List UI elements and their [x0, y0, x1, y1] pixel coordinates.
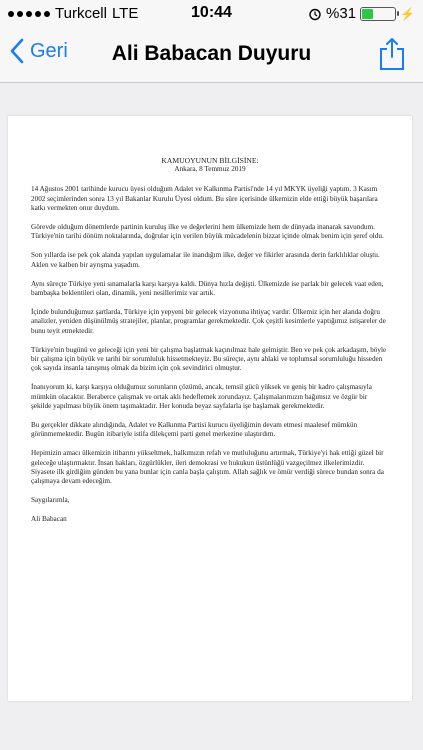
paragraph: Hepimizin amacı ülkemizin itibarını yükseltmek, halkımızın refah ve mutluluğunu artırmak, Türkiye'yi hak ettiği güzel bir geleceğe ulaştırmaktır. İnsan hakları, özgürlükler, ileri demokrasi ve hukukun üstünlüğü vazgeçilmez ilkelerimizdir. Siyasete ilk girdiğim günden bu yana bunlar için canla başla çalıştım. Allah sağlık ve ömür verdiği sürece bundan sonra da çalışmaya devam edeceğim. — [31, 449, 384, 486]
battery-fill — [362, 9, 373, 19]
document-heading: KAMUOYUNUN BİLGİSİNE: — [161, 156, 259, 165]
carrier-name: Turkcell — [55, 5, 107, 22]
battery-percent: %31 — [326, 5, 357, 22]
paragraph: Görevde olduğum dönemlerde partinin kuruluş ilke ve değerlerini hem ülkemizde hem de dünyada inanarak savundum. Türkiye'nin tarihi dönüm noktalarında, doğrular için verilen büyük mücadelenin bizzat içinde olmak benim için şeref oldu. — [31, 223, 384, 241]
paragraph: Bu gerçekler dikkate alındığında, Adalet ve Kalkınma Partisi kurucu üyeliğimin devam etmesi maalesef mümkün görünmemektedir. Bugün itibariyle istifa dilekçemi parti genel merkezine ulaştırdım. — [31, 421, 358, 439]
signature: Ali Babacan — [31, 515, 67, 524]
document-page — [8, 116, 412, 701]
battery-icon — [360, 7, 396, 21]
paragraph: 14 Ağustos 2001 tarihinde kurucu üyesi olduğum Adalet ve Kalkınma Partisi'nde 14 yıl MKYK üyeliği yaptım. 3 Kasım 2002 seçimlerinden sonra 13 yıl Bakanlar Kurulu Üyesi oldum. Bu süre içerisinde ülkemizin elde ettiği büyük başarılara katkı vermekten onur duydum. — [31, 185, 378, 212]
alarm-icon — [308, 7, 322, 21]
status-right — [308, 5, 415, 22]
paragraph: Son yıllarda ise pek çok alanda yapılan uygulamalar ile inandığım ilke, değer ve fikirler arasında derin farklılıklar oluştu. Aklen ve kalben bir ayrışma yaşadım. — [31, 251, 380, 269]
paragraph: İnanıyorum ki, karşı karşıya olduğumuz sorunların çözümü, ancak, temsil gücü yüksek ve geniş bir kadro çalışmasıyla mümkün olacaktır. Beraberce çalışmak ve ortak aklı hedeflemek zorundayız. Çalışmalarımızın bağımsız ve özgür bir şekilde yapılması büyük önem taşımaktadır. Her konuda beyaz sayfalarla işe başlamak gerekmektedir. — [31, 383, 372, 410]
page-title: Ali Babacan Duyuru — [111, 42, 312, 65]
paragraph: İçinde bulunduğumuz şartlarda, Türkiye için yepyeni bir gelecek vizyonuna ihtiyaç vardır. Ülkemiz için her alanda doğru analizler, yeniden düşünülmüş stratejiler, planlar, programlar gerekmektedir. Çok çeşitli kesimlerle yaptığımız istişareler de bunu teyit etmektedir. — [31, 308, 386, 335]
status-bar — [0, 0, 423, 28]
paragraph: Türkiye'nin bugünü ve geleceği için yeni bir çalışma başlatmak kaçınılmaz hale gelmiştir. Ben ve pek çok arkadaşım, böyle bir çalışma için büyük ve tarihi bir sorumluluk hissetmekteyiz. Bu süreçte, aynı ahlaki ve toplumsal sorumluluğu hisseden çok sayıda insanla tanışmış olmak da bizim için çok sevindirici olmuştur. — [31, 345, 387, 373]
network-type: LTE — [111, 5, 139, 22]
paragraph: Aynı süreçte Türkiye yeni sınamalarla karşı karşıya kaldı. Dünya hızla değişti. Ülkemizde ise parlak bir gelecek vaat eden, bambaşka beklentileri olan, dinamik, yeni nesillerimiz var artık. — [31, 279, 384, 298]
charging-bolt-icon: ⚡ — [400, 6, 415, 21]
navigation-bar — [0, 28, 423, 83]
closing: Saygılarımla, — [31, 496, 70, 505]
clock: 10:44 — [191, 4, 232, 21]
share-icon[interactable] — [379, 37, 405, 71]
back-label: Geri — [30, 39, 68, 62]
document-body — [31, 156, 389, 535]
document-place-date: Ankara, 8 Temmuz 2019 — [174, 165, 246, 174]
